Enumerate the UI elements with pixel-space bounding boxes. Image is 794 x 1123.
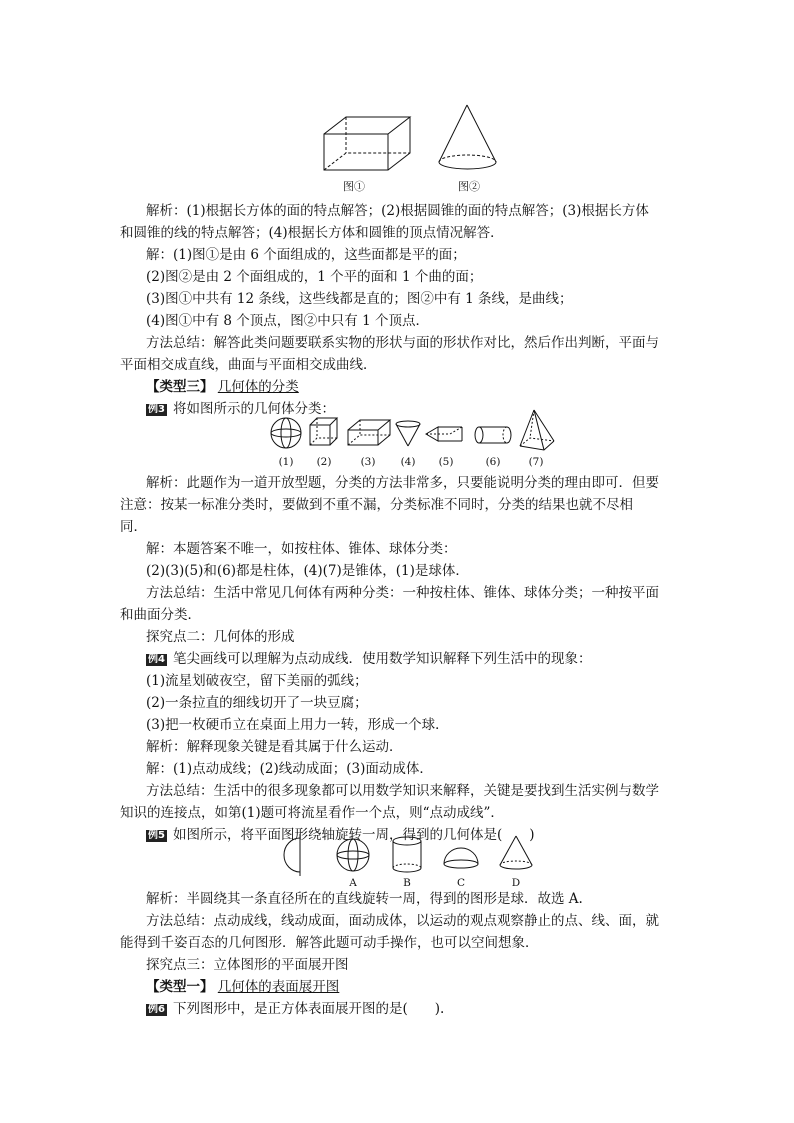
ex3-label-5: (5) xyxy=(438,456,454,468)
ex3-label-1: (1) xyxy=(278,456,294,468)
ex4-tag: 例4 xyxy=(148,654,165,665)
ex6-question xyxy=(146,1000,444,1018)
ex5-summary-line-1: 方法总结：点动成线，线动成面，面动成体，以运动的观点观察静止的点、线、面，就 xyxy=(146,913,659,929)
figure-caption-1: 图① xyxy=(343,180,365,193)
ex2-summary-line-2: 平面相交成直线，曲面与平面相交成曲线． xyxy=(120,357,377,373)
point3-title: 探究点三：立体图形的平面展开图 xyxy=(146,957,349,973)
type3-heading xyxy=(146,378,299,396)
option-d-cone xyxy=(500,836,532,869)
pyramid-solid xyxy=(520,410,554,450)
triangular-prism-solid xyxy=(426,427,462,441)
option-a-sphere xyxy=(337,839,369,871)
ex3-label-4: (4) xyxy=(400,456,416,468)
ex4-summary-line-1: 方法总结：生活中的很多现象都可以用数学知识来解释，关键是要找到生活实例与数学 xyxy=(146,783,659,799)
cube-solid xyxy=(310,418,337,445)
ex2-analysis-line-1: 解析：(1)根据长方体的面的特点解答；(2)根据圆锥的面的特点解答；(3)根据长方体 xyxy=(146,203,649,219)
ex4-summary-line-2: 知识的连接点，如第(1)题可将流星看作一个点，则“点动成线”． xyxy=(120,805,504,821)
ex5-label-d: D xyxy=(511,877,521,889)
figure-caption-2: 图② xyxy=(458,180,480,193)
ex4-question-text: 笔尖画线可以理解为点动成线．使用数学知识解释下列生活中的现象： xyxy=(172,651,592,667)
inverted-cone-solid xyxy=(396,421,420,446)
type1-label: 【类型一】 xyxy=(146,979,214,995)
type1-heading xyxy=(146,978,339,996)
point2-title: 探究点二：几何体的形成 xyxy=(146,629,295,645)
ex2-solution-line-3: (3)图①中共有 12 条线，这些线都是直的；图②中有 1 条线，是曲线； xyxy=(146,291,573,307)
type3-label: 【类型三】 xyxy=(146,379,214,395)
ex6-tag: 例6 xyxy=(148,1004,165,1015)
ex3-label-6: (6) xyxy=(485,456,501,468)
ex5-summary-line-2: 能得到千姿百态的几何图形．解答此题可动手操作，也可以空间想象． xyxy=(120,935,539,951)
cone-figure xyxy=(436,103,500,173)
ex3-solution-line-1: 解：本题答案不唯一，如按柱体、锥体、球体分类： xyxy=(146,541,457,557)
ex2-solution-line-1: 解：(1)图①是由 6 个面组成的，这些面都是平的面； xyxy=(146,247,466,263)
ex4-solution: 解：(1)点动成线；(2)线动成面；(3)面动成体． xyxy=(146,761,433,777)
ex5-question-text: 如图所示，将平面图形绕轴旋转一周，得到的几何体是( ) xyxy=(172,827,535,843)
ex2-analysis-line-2: 和圆锥的线的特点解答；(4)根据长方体和圆锥的顶点情况解答． xyxy=(120,225,504,241)
ex2-solution-line-2: (2)图②是由 2 个面组成的，1 个平的面和 1 个曲的面； xyxy=(146,269,483,285)
ex4-item-2: (2)一条拉直的细线切开了一块豆腐； xyxy=(146,695,368,711)
ex5-label-c: C xyxy=(456,877,466,889)
ex5-analysis: 解析：半圆绕其一条直径所在的直线旋转一周，得到的图形是球．故选 A. xyxy=(146,891,583,907)
ex4-analysis: 解析：解释现象关键是看其属于什么运动． xyxy=(146,739,403,755)
type3-title: 几何体的分类 xyxy=(217,379,299,395)
option-c-hemisphere xyxy=(444,848,478,868)
ex5-label-a: A xyxy=(349,877,357,889)
ex3-solution-line-2: (2)(3)(5)和(6)都是柱体，(4)(7)是锥体，(1)是球体． xyxy=(146,563,469,579)
ex2-summary-line-1: 方法总结：解答此类问题要联系实物的形状与面的形状作对比，然后作出判断，平面与 xyxy=(146,335,659,351)
ex3-label-3: (3) xyxy=(360,456,376,468)
ex2-solution-line-4: (4)图①中有 8 个顶点，图②中只有 1 个顶点． xyxy=(146,313,429,329)
ex3-analysis-line-3: 同． xyxy=(120,519,147,535)
ex3-solids-figure xyxy=(266,408,562,454)
ex3-analysis-line-2: 注意：按某一标准分类时，要做到不重不漏，分类标准不同时，分类的结果也就不尽相 xyxy=(120,497,633,513)
ex3-label-2: (2) xyxy=(316,456,332,468)
cylinder-solid xyxy=(475,427,511,443)
ex4-question xyxy=(146,650,591,668)
ex5-label-b: B xyxy=(403,877,411,889)
semicircle-axis xyxy=(284,834,300,876)
ex4-item-1: (1)流星划破夜空，留下美丽的弧线； xyxy=(146,673,368,689)
ex5-tag: 例5 xyxy=(148,830,165,841)
ex6-question-text: 下列图形中，是正方体表面展开图的是( ). xyxy=(172,1001,445,1017)
sphere-solid xyxy=(271,418,301,448)
ex3-question-text: 将如图所示的几何体分类： xyxy=(172,401,335,417)
ex3-label-7: (7) xyxy=(528,456,544,468)
type1-title: 几何体的表面展开图 xyxy=(217,979,340,995)
cuboid-figure xyxy=(322,114,414,174)
ex5-rotation-figure xyxy=(284,834,534,876)
ex3-tag: 例3 xyxy=(148,404,165,415)
ex3-summary-line-1: 方法总结：生活中常见几何体有两种分类：一种按柱体、锥体、球体分类；一种按平面 xyxy=(146,585,659,601)
ex4-item-3: (3)把一枚硬币立在桌面上用力一转，形成一个球． xyxy=(146,717,449,733)
option-b-cylinder xyxy=(393,837,421,872)
cuboid-solid xyxy=(348,420,390,445)
ex3-summary-line-2: 和曲面分类． xyxy=(120,607,201,623)
ex3-analysis-line-1: 解析：此题作为一道开放型题，分类的方法非常多，只要能说明分类的理由即可．但要 xyxy=(146,475,659,491)
